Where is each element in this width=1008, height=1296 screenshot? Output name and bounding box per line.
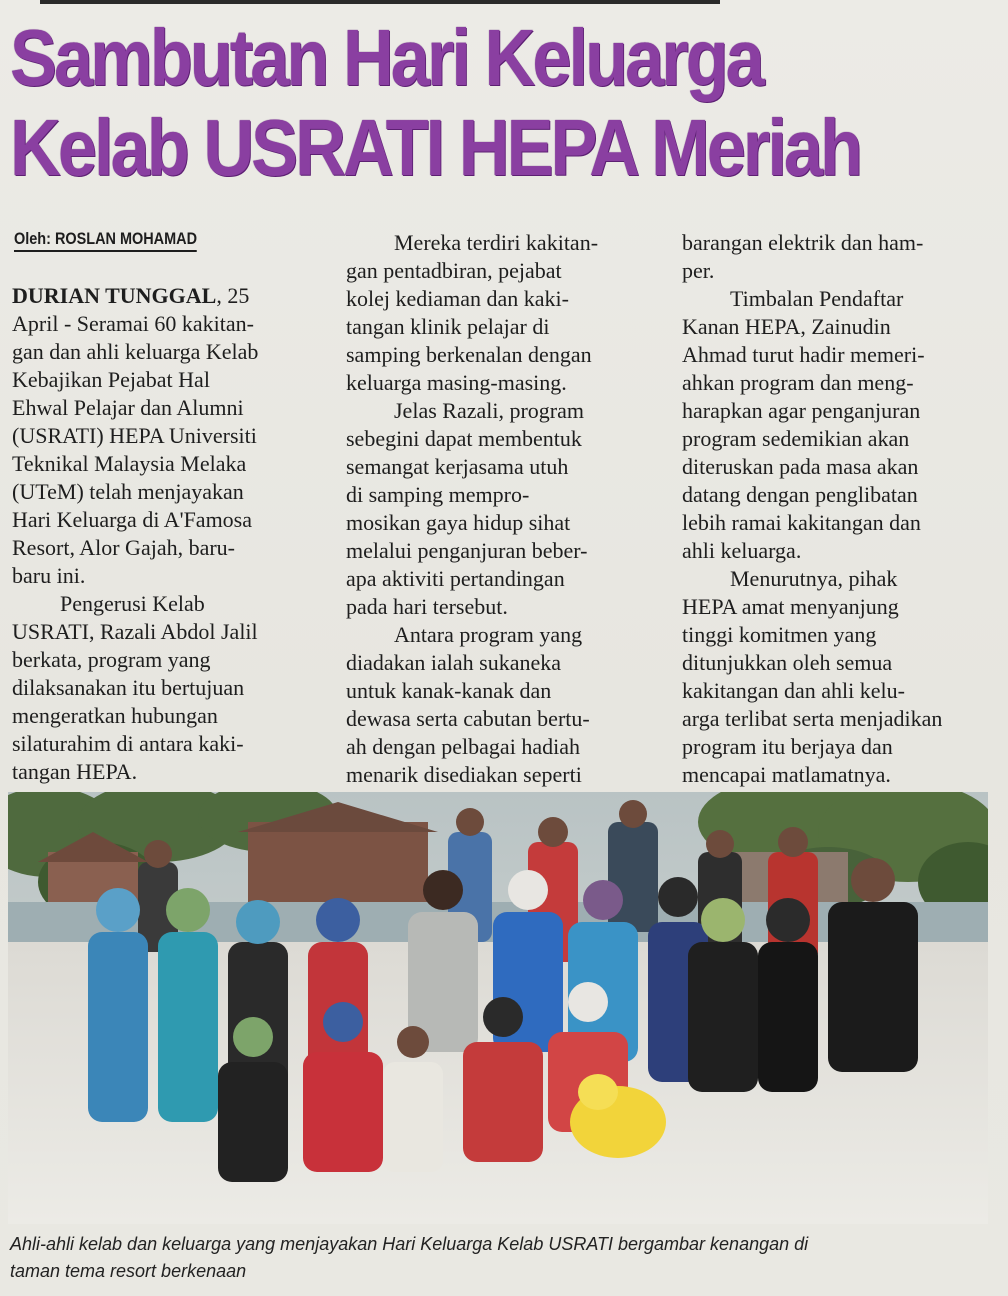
text-line: dilaksanakan itu bertujuan [12,675,245,700]
text-line: semangat kerjasama utuh [346,454,569,479]
caption-line: Ahli-ahli kelab dan keluarga yang menjayakan Hari Keluarga Kelab USRATI bergambar kenangan di [10,1234,809,1254]
text-line: Teknikal Malaysia Melaka [12,451,247,476]
text-line: kakitangan dan ahli kelu- [682,678,905,703]
paragraph [682,285,1000,565]
text-line: tangan HEPA. [12,759,138,784]
text-line: barangan elektrik dan ham- [682,230,924,255]
text-line: ahli keluarga. [682,538,802,563]
text-line: kolej kediaman dan kaki- [346,286,569,311]
text-line: ah dengan pelbagai hadiah [346,734,580,759]
text-line: (UTeM) telah menjayakan [12,479,244,504]
text-line: tinggi komitmen yang [682,622,877,647]
text-line: Mereka terdiri kakitan- [394,230,599,255]
article-column-1 [12,282,330,786]
headline-line-2: Kelab USRATI HEPA Meriah [10,103,861,192]
text-line: mengeratkan hubungan [12,703,218,728]
text-line: menarik disediakan seperti [346,762,582,787]
text-line: Menurutnya, pihak [730,566,898,591]
text-line: Hari Keluarga di A'Famosa [12,507,253,532]
headline [10,14,881,192]
text-line: keluarga masing-masing. [346,370,567,395]
text-line: Timbalan Pendaftar [730,286,904,311]
text-line: apa aktiviti pertandingan [346,566,565,591]
text-line: USRATI, Razali Abdol Jalil [12,619,258,644]
paragraph [346,621,664,789]
paragraph: DURIAN TUNGGAL, 25 April - Seramai 60 kakitan- gan dan ahli keluarga Kelab Kebajikan Pejabat Hal Ehwal Pelajar dan Alumni (USRATI) HEPA Universiti Teknikal Malaysia Melaka (UTeM) telah menjayakan Hari Keluarga di A'Famosa Resort, Alor Gajah, baru- baru ini. [12,282,330,590]
text-line: samping berkenalan dengan [346,342,592,367]
text-line: ahkan program dan meng- [682,370,914,395]
paragraph [682,565,1000,789]
text-line: dewasa serta cabutan bertu- [346,706,590,731]
text-line: melalui penganjuran beber- [346,538,588,563]
text-line: Ehwal Pelajar dan Alumni [12,395,244,420]
text-line: ditunjukkan oleh semua [682,650,893,675]
text-line: harapkan agar penganjuran [682,398,921,423]
text-line: Antara program yang [394,622,583,647]
text-line: tangan klinik pelajar di [346,314,550,339]
article-column-3 [682,229,1000,789]
text-line: (USRATI) HEPA Universiti [12,423,257,448]
text-line: silaturahim di antara kaki- [12,731,244,756]
text-line: program itu berjaya dan [682,734,893,759]
top-rule [40,0,720,4]
text-line: mencapai matlamatnya. [682,762,891,787]
headline-line-1: Sambutan Hari Keluarga [10,13,762,102]
text-line: Kebajikan Pejabat Hal [12,367,210,392]
text-line: program sedemikian akan [682,426,910,451]
text-line: berkata, program yang [12,647,211,672]
photo-caption [10,1231,1000,1285]
byline: Oleh: ROSLAN MOHAMAD [14,229,197,252]
paragraph [346,397,664,621]
text-line: April - Seramai 60 kakitan- [12,311,254,336]
text-line: baru ini. [12,563,86,588]
text-line: untuk kanak-kanak dan [346,678,552,703]
text-line: gan pentadbiran, pejabat [346,258,562,283]
text-line: Kanan HEPA, Zainudin [682,314,891,339]
caption-line: taman tema resort berkenaan [10,1261,247,1281]
group-photo [8,792,988,1224]
paragraph [12,590,330,786]
text-line: sebegini dapat membentuk [346,426,582,451]
text-line: per. [682,258,715,283]
text-line: datang dengan penglibatan [682,482,918,507]
dateline: DURIAN TUNGGAL [12,283,217,308]
text-line: diadakan ialah sukaneka [346,650,562,675]
paragraph [346,229,664,397]
group-photo-illustration [8,792,988,1224]
paragraph [682,229,1000,285]
text-line: lebih ramai kakitangan dan [682,510,921,535]
text-line: Pengerusi Kelab [60,591,205,616]
text-line: pada hari tersebut. [346,594,508,619]
text-line: Ahmad turut hadir memeri- [682,342,925,367]
article-column-2 [346,229,664,789]
text-line: diteruskan pada masa akan [682,454,919,479]
text-line: gan dan ahli keluarga Kelab [12,339,259,364]
text-line: HEPA amat menyanjung [682,594,899,619]
text-line: mosikan gaya hidup sihat [346,510,571,535]
text-line: Jelas Razali, program [394,398,584,423]
text-line: Resort, Alor Gajah, baru- [12,535,235,560]
text-line: arga terlibat serta menjadikan [682,706,943,731]
text-line: di samping mempro- [346,482,530,507]
